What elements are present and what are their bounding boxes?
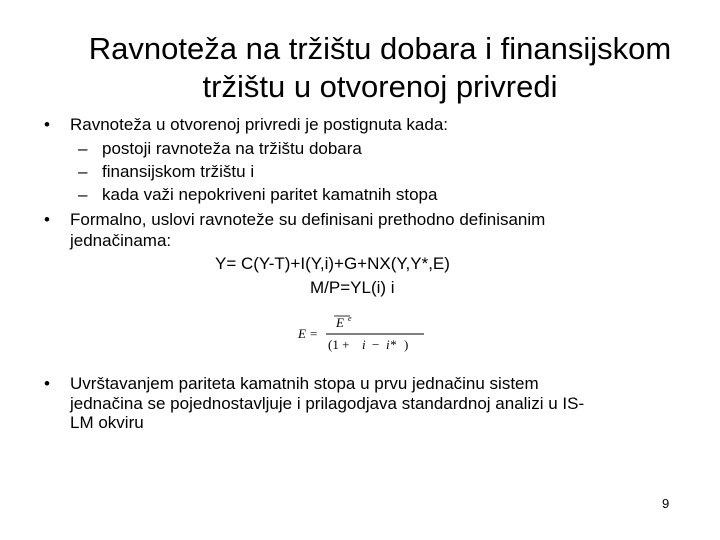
formula-lhs: E: [298, 326, 306, 341]
title-line-2: tržištu u otvorenoj privredi: [202, 69, 558, 104]
bullet-text: Formalno, uslovi ravnoteže su definisani prethodno definisanim: [70, 210, 546, 229]
sub-bullet-marker: –: [78, 139, 88, 158]
bullet-text: Ravnoteža u otvorenoj privredi je postignuta kada:: [70, 115, 449, 134]
sub-bullet-text: kada važi nepokriveni paritet kamatnih stopa: [102, 185, 438, 204]
formula-numerator-superscript: e: [348, 314, 352, 323]
formula-denominator-open: (1 +: [328, 337, 350, 352]
sub-bullet-text: finansijskom tržištu i: [102, 162, 255, 181]
bullet-text-continued: jednačina se pojednostavljuje i prilagodjava standardnoj analizi u IS-: [70, 394, 585, 413]
formula-numerator: E: [336, 315, 344, 330]
sub-bullet-marker: –: [78, 185, 88, 204]
sub-bullet-marker: –: [78, 162, 88, 181]
bullet-text: Uvrštavanjem pariteta kamatnih stopa u prvu jednačinu sistem: [70, 374, 539, 393]
formula-denominator-minus: −: [372, 337, 380, 352]
title-line-1: Ravnoteža na tržištu dobara i finansijskom: [88, 31, 672, 66]
interest-parity-formula: [296, 312, 436, 354]
formula-denominator-i: i: [362, 337, 366, 352]
bullet-text-continued: LM okviru: [70, 413, 144, 432]
page-number: 9: [662, 496, 670, 511]
formula-denominator-close: ): [404, 337, 409, 352]
equation-money-market: M/P=YL(i) i: [310, 278, 395, 297]
bullet-text-continued: jednačinama:: [70, 231, 172, 250]
equation-goods-market: Y= C(Y-T)+I(Y,i)+G+NX(Y,Y*,E): [215, 254, 450, 273]
sub-bullet-text: postoji ravnoteža na tržištu dobara: [102, 139, 362, 158]
bullet-marker: •: [44, 210, 50, 229]
bullet-marker: •: [44, 115, 50, 134]
formula-equals: =: [310, 326, 318, 341]
bullet-marker: •: [44, 374, 50, 393]
formula-denominator-istar: i*: [386, 337, 397, 352]
slide-title: [40, 30, 720, 106]
